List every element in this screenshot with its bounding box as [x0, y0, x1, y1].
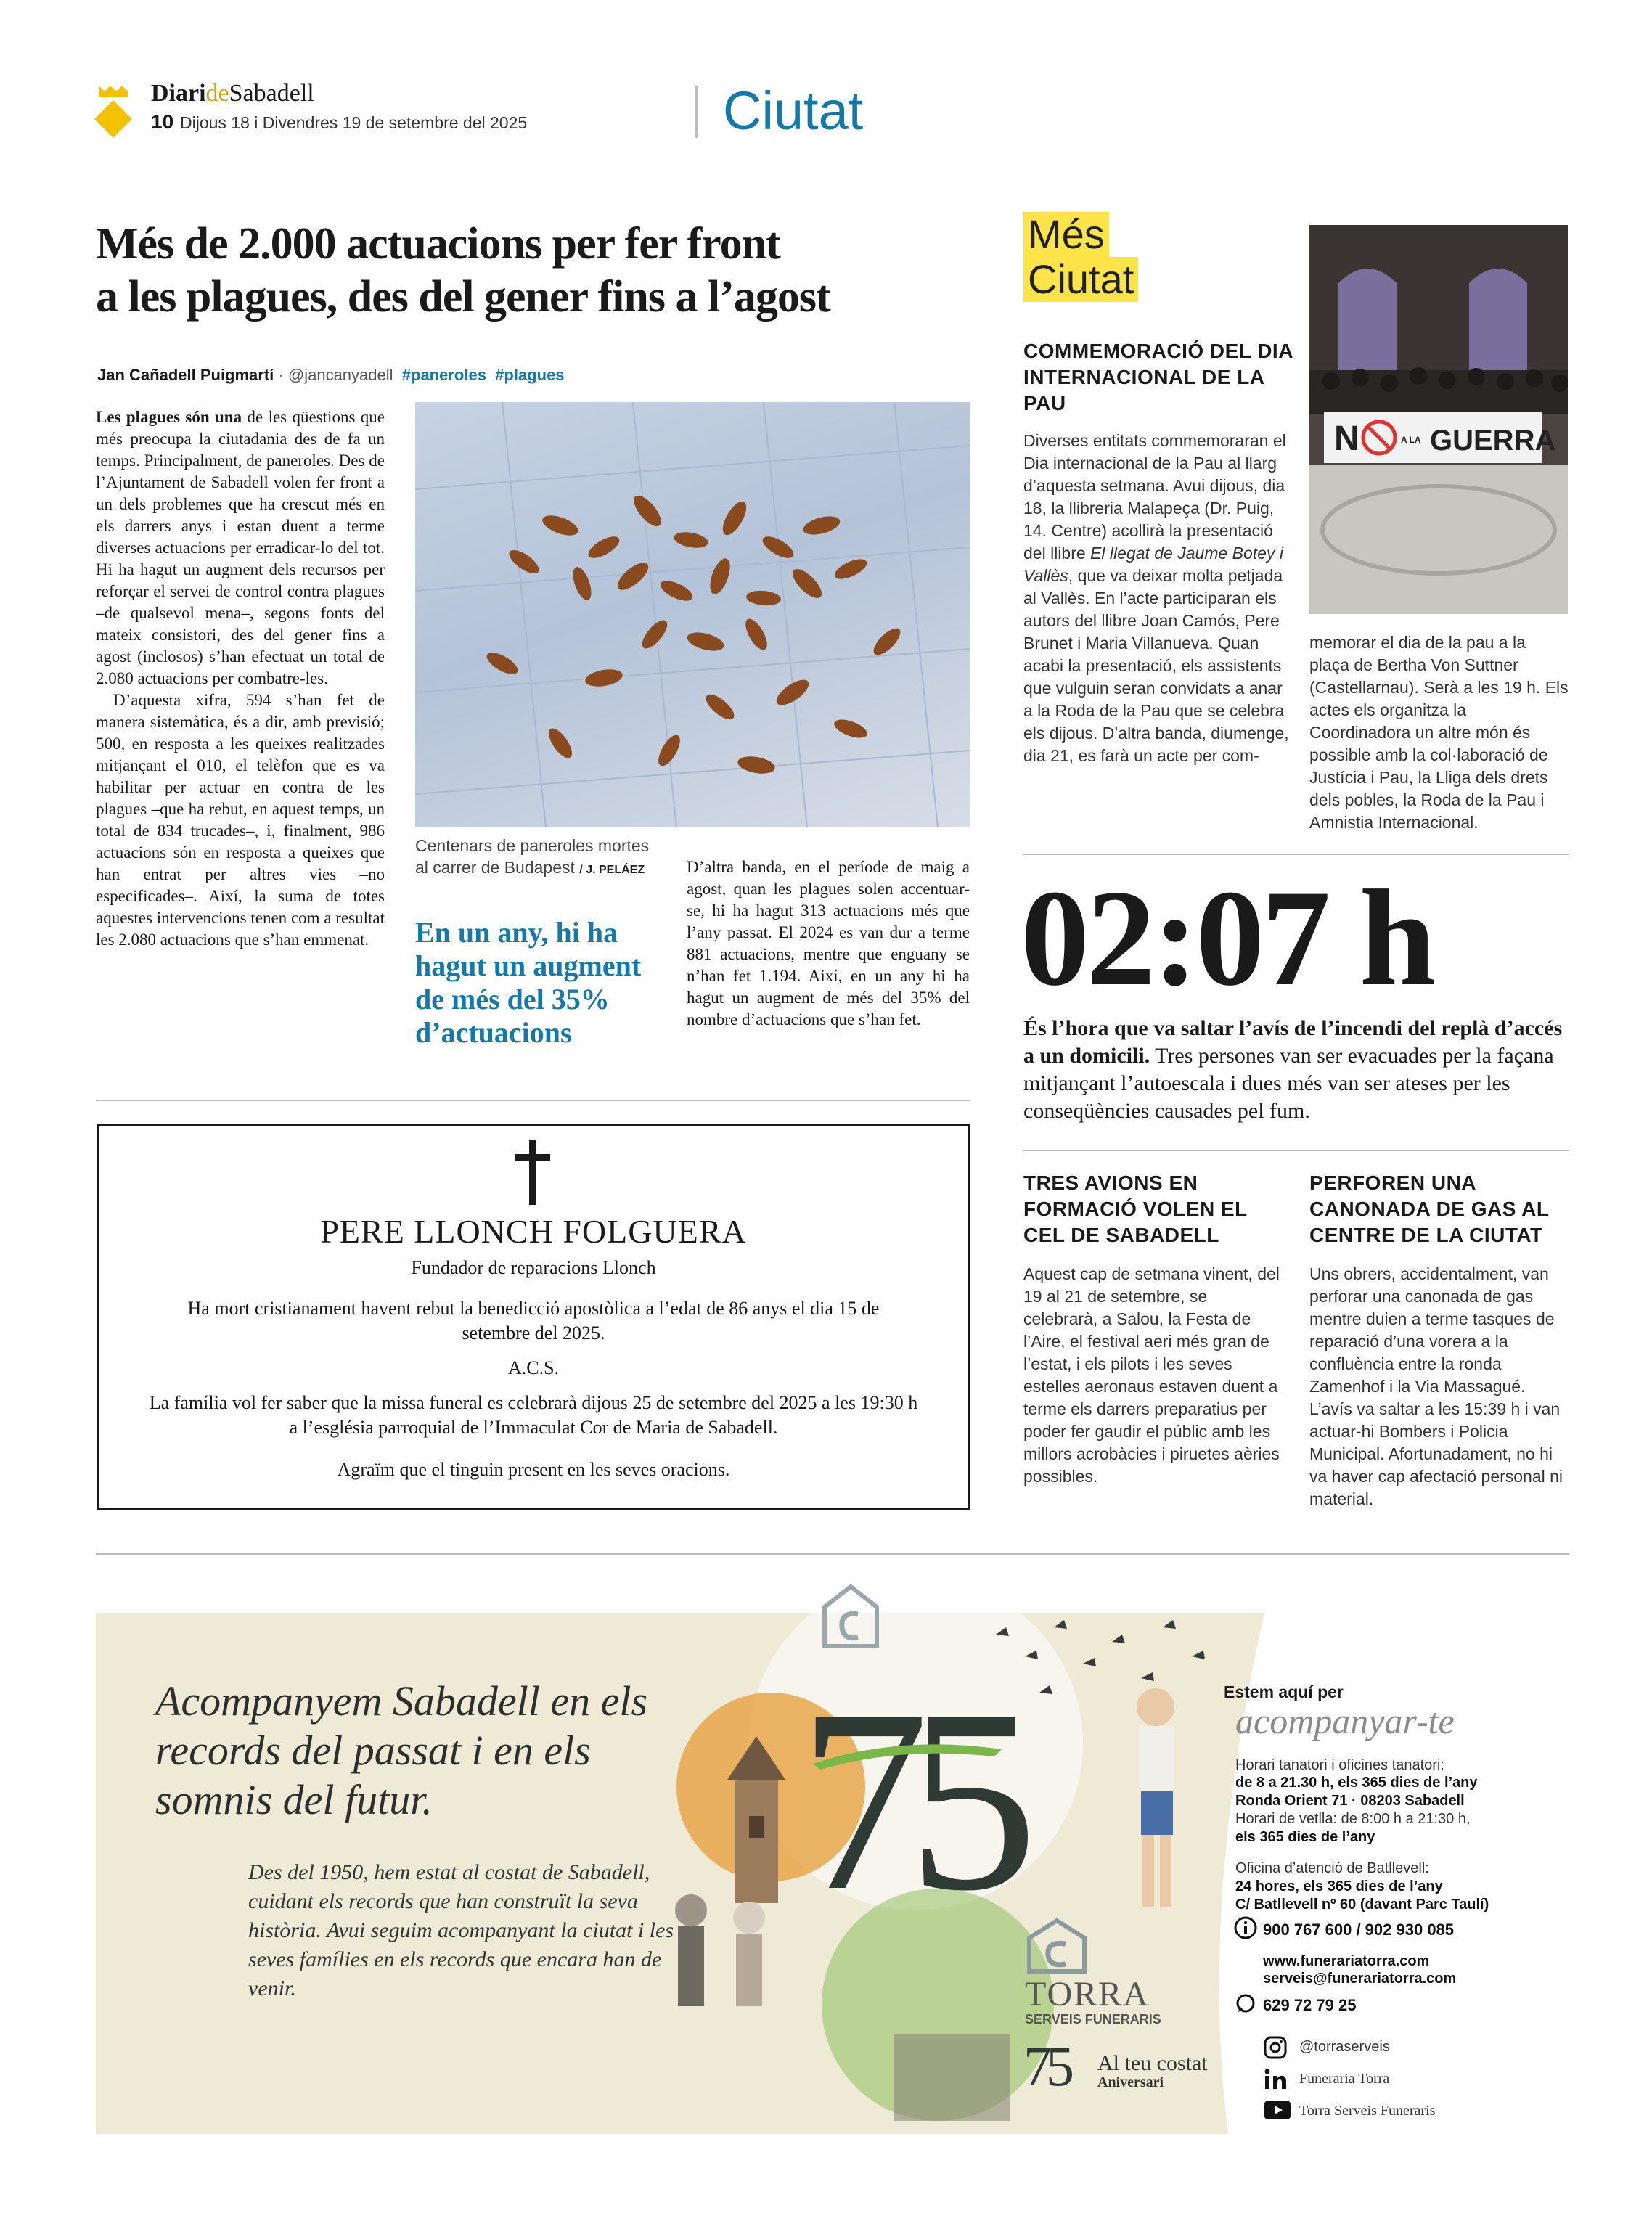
ad-side-label: Estem aquí per — [1224, 1682, 1344, 1701]
mes-ciutat-label — [1023, 212, 1138, 302]
obituary-role: Fundador de reparacions Llonch — [411, 1257, 656, 1278]
ad-vetlla: els 365 dies de l’any — [1235, 1829, 1375, 1845]
cross-icon — [515, 1140, 550, 1205]
issue-date: Dijous 18 i Divendres 19 de setembre del 2025 — [180, 113, 528, 132]
tag-mes: Més — [1023, 212, 1109, 257]
brief-text-gas: Uns obrers, accidentalment, van perforar una canonada de gas mentre duien a terme tasques de reparació d’una vorera a la confluència entre la ronda Zamenhof i la Via Massagué. L’avís va saltar a les 15:39 h i van actuar-hi Bombers i Policia Municipal. Afortunadament, no hi va haver cap afectació personal ni material. — [1309, 1264, 1563, 1508]
cockroaches-illustration — [415, 402, 970, 827]
pau-text-part-2: , que va deixar molta petjada al Vallès. En l’acte participaran els autors del llibre Joan Camós, Pere Brunet i Maria Villanueva. Quan acabi la presentació, els assistents que vulguin seran convidats a anar a la Roda de la Pau que se celebra els dijous. D’altra banda, diumenge, dia 21, es farà un acte per com- — [1023, 566, 1289, 765]
peace-rally-illustration — [1309, 225, 1568, 614]
ad-office-hours: 24 hores, els 365 dies de l’any — [1235, 1878, 1443, 1894]
header-divider — [695, 86, 698, 138]
obituary-funeral: La família vol fer saber que la missa funeral es celebrarà dijous 25 de setembre del 2025 a les 19:30 h a l’església parroquial de l’Immaculat Cor de Maria de Sabadell. — [149, 1392, 918, 1438]
masthead-sabadell: Sabadell — [229, 80, 314, 107]
ad-vetlla-label: Horari de vetlla: de 8:00 h a 21:30 h, — [1235, 1811, 1471, 1827]
banner-guerra: GUERRA — [1430, 425, 1556, 457]
ad-instagram[interactable]: @torraserveis — [1299, 2039, 1390, 2055]
banner-a-la: A LA — [1401, 435, 1421, 445]
tag-paneroles[interactable]: #paneroles — [401, 366, 486, 384]
green-swoosh-icon — [813, 1735, 1002, 1771]
time-stat-lead: És l’hora que va saltar l’avís de l’incendi del replà d’accés a un domicili. — [1023, 1016, 1563, 1068]
headline-line-2: a les plagues, des del gener fins a l’agost — [96, 272, 830, 322]
ad-brand: TORRA — [1025, 1975, 1150, 2013]
page-number: 10 — [151, 110, 174, 133]
ad-headline: Acompanyem Sabadell en els records del passat i en els somnis del futur. — [155, 1677, 648, 1823]
article-paragraph-1: de les qüestions que més preocupa la ciutadania des de fa un temps. Principalment, de paneroles. Des de l’Ajuntament de Sabadell volen fer front a un dels problemes que ha crescut més en els darrers anys i estan duent a terme diverses actuacions per erradicar-lo del tot. Hi ha hagut un augment dels recursos per reforçar el servei de control contra plagues –de qualsevol mena–, segons fonts del mateix consistori, des del gener fins a agost (inclosos) s’han efectuat un total de 2.080 actuacions per combatre-les. — [96, 408, 385, 687]
sabadell-crest-icon — [93, 83, 134, 138]
obituary-notice: Ha mort cristianament havent rebut la benedicció apostòlica a l’edat de 86 anys el dia 15 de setembre del 2025. — [187, 1298, 880, 1343]
ad-body: Des del 1950, hem estat al costat de Sabadell, cuidant els records que han construït la seva història. Avui seguim acompanyant la ciutat i les seves famílies en els records que encara han de venir. — [248, 1860, 674, 2000]
brief-title-pau: COMMEMORACIÓ DEL DIA INTERNACIONAL DE LA PAU — [1023, 340, 1293, 414]
tag-plagues[interactable]: #plagues — [495, 366, 565, 384]
youtube-icon — [1263, 2099, 1292, 2121]
brief-title-avions: TRES AVIONS EN FORMACIÓ VOLEN EL CEL DE SABADELL — [1023, 1171, 1248, 1246]
author-name[interactable]: Jan Cañadell Puigmartí — [97, 366, 274, 384]
ad-brand-sub: SERVEIS FUNERARIS — [1025, 2012, 1161, 2026]
brief-title-gas: PERFOREN UNA CANONADA DE GAS AL CENTRE DE LA CIUTAT — [1309, 1171, 1549, 1246]
ad-hours: de 8 a 21.30 h, els 365 dies de l’any — [1235, 1775, 1478, 1791]
article-column-3: D’altra banda, en el període de maig a agost, quan les plagues solen accentuar-se, hi ha hagut 313 actuacions més que l’any passat. El 2024 es van dur a terme 881 actuacions, mentre que enguany se n’han fet 1.194. Així, en un any hi ha hagut un augment de més del 35% del nombre d’actuacions que s’han fet. — [687, 858, 970, 1028]
caption-text: Centenars de paneroles mortes al carrer de Budapest — [415, 836, 650, 877]
pau-text-part-1: Diverses entitats commemoraran el Dia internacional de la Pau al llarg d’aquesta setmana. Avui dijous, dia 18, la llibreria Malapeça (Dr. Puig, 14. Centre) acollirà la presentació del llibre — [1023, 431, 1286, 563]
peace-rally-photo — [1309, 225, 1568, 614]
ad-side-title: acompanyar-te — [1235, 1701, 1455, 1741]
ad-big-number: 75 — [798, 1655, 1016, 1944]
torra-house-icon — [820, 1582, 881, 1649]
brief-text-pau-continued: memorar el dia de la pau a la plaça de Bertha Von Suttner (Castellarnau). Serà a les 19 h. Els actes els organitza la Coordinadora un altre món és possible amb la col·laboració de Justícia i Pau, la Lliga dels drets dels pobles, la Roda de la Pau i Amnistia Internacional. — [1309, 633, 1569, 832]
whatsapp-icon — [1235, 1993, 1256, 2013]
pau-book-title: El llegat de Jaume Botey i Vallès — [1023, 544, 1283, 585]
torra-logo-icon — [1025, 1916, 1089, 1974]
ad-phones[interactable]: 900 767 600 / 902 930 085 — [1263, 1921, 1455, 1939]
pull-quote: En un any, hi ha hagut un augment de més del 35% d’actuacions — [415, 916, 642, 1049]
article-paragraph-2: D’aquesta xifra, 594 s’han fet de manera sistemàtica, és a dir, amb previsió; 500, en resposta a les queixes realitzades mitjançant el 010, el telèfon que es va habilitar per actuar en contra de les plagues –que ha rebut, en aquest temps, un total de 834 trucades–, i, finalment, 986 actuacions són en resposta a queixes que han entrat per altres vies –no especificades–. Així, la suma de totes aquestes intervencions tenen com a resultat les 2.080 actuacions que s’han emmenat. — [96, 691, 385, 949]
sidebar-divider-2 — [1023, 1150, 1569, 1151]
ad-hours-label: Horari tanatori i oficines tanatori: — [1235, 1757, 1444, 1773]
ad-email-link[interactable]: serveis@funerariatorra.com — [1263, 1971, 1457, 1987]
ad-youtube[interactable]: Torra Serveis Funeraris — [1299, 2103, 1436, 2119]
ad-whatsapp[interactable]: 629 72 79 25 — [1263, 1996, 1357, 2014]
banner-no: N — [1334, 420, 1359, 458]
tag-ciutat: Ciutat — [1023, 257, 1138, 302]
ad-office-address: C/ Batllevell nº 60 (davant Parc Taulí) — [1235, 1897, 1489, 1913]
sidebar-divider-1 — [1023, 854, 1569, 855]
byline: Jan Cañadell Puigmartí · @jancanyadell #paneroles #plagues — [97, 366, 565, 384]
photo-credit: / J. PELÁEZ — [579, 864, 645, 876]
article-lead: Les plagues són una — [96, 408, 242, 426]
brief-text-pau — [1023, 430, 1292, 767]
ad-website-link[interactable]: www.funerariatorra.com — [1263, 1953, 1430, 1969]
time-stat-body: Tres persones van ser evacuades per la façana mitjançant l’autoescala i dues més van ser ateses per les conseqüències causades pel fum. — [1023, 1044, 1554, 1123]
brief-text-avions: Aquest cap de setmana vinent, del 19 al 21 de setembre, se celebrarà, a Salou, la Festa de l’Aire, el festival aeri més gran de l’estat, i els pilots i les seves estelles aeronaus estaven duent a terme els darrers preparatius per poder fer gaudir el públic amb les millors acrobàcies i piruetes aèries possibles. — [1023, 1264, 1280, 1486]
obituary-acs: A.C.S. — [507, 1357, 560, 1378]
cockroaches-photo — [415, 402, 970, 827]
obituary-thanks: Agraïm que el tinguin present en les seves oracions. — [337, 1459, 730, 1480]
masthead-logo[interactable] — [151, 80, 314, 107]
info-icon — [1234, 1916, 1257, 1939]
ad-address-tanatori: Ronda Orient 71 · 08203 Sabadell — [1235, 1793, 1465, 1809]
article-headline — [96, 218, 952, 324]
page-divider — [96, 1553, 1569, 1555]
ad-aniversari: Aniversari — [1097, 2074, 1164, 2090]
author-handle[interactable]: @jancanyadell — [287, 366, 393, 384]
ad-office-label: Oficina d’atenció de Batllevell: — [1235, 1860, 1429, 1876]
photo-caption — [415, 835, 662, 881]
headline-line-1: Més de 2.000 actuacions per fer front — [96, 219, 780, 269]
instagram-icon — [1263, 2035, 1288, 2060]
big-time-stat: 02:07 h — [1021, 862, 1434, 1015]
article-divider — [96, 1100, 970, 1101]
time-stat-text — [1023, 1015, 1569, 1125]
masthead-diari: Diari — [151, 80, 206, 107]
ad-tagline: Al teu costat — [1097, 2051, 1208, 2075]
ad-small-75: 75 — [1023, 2034, 1068, 2098]
section-title[interactable]: Ciutat — [723, 81, 864, 141]
obituary-name: PERE LLONCH FOLGUERA — [320, 1213, 747, 1250]
article-column-1 — [96, 406, 385, 951]
ad-linkedin[interactable]: Funeraria Torra — [1299, 2071, 1390, 2087]
linkedin-icon — [1263, 2067, 1288, 2092]
masthead-de: de — [205, 80, 229, 107]
